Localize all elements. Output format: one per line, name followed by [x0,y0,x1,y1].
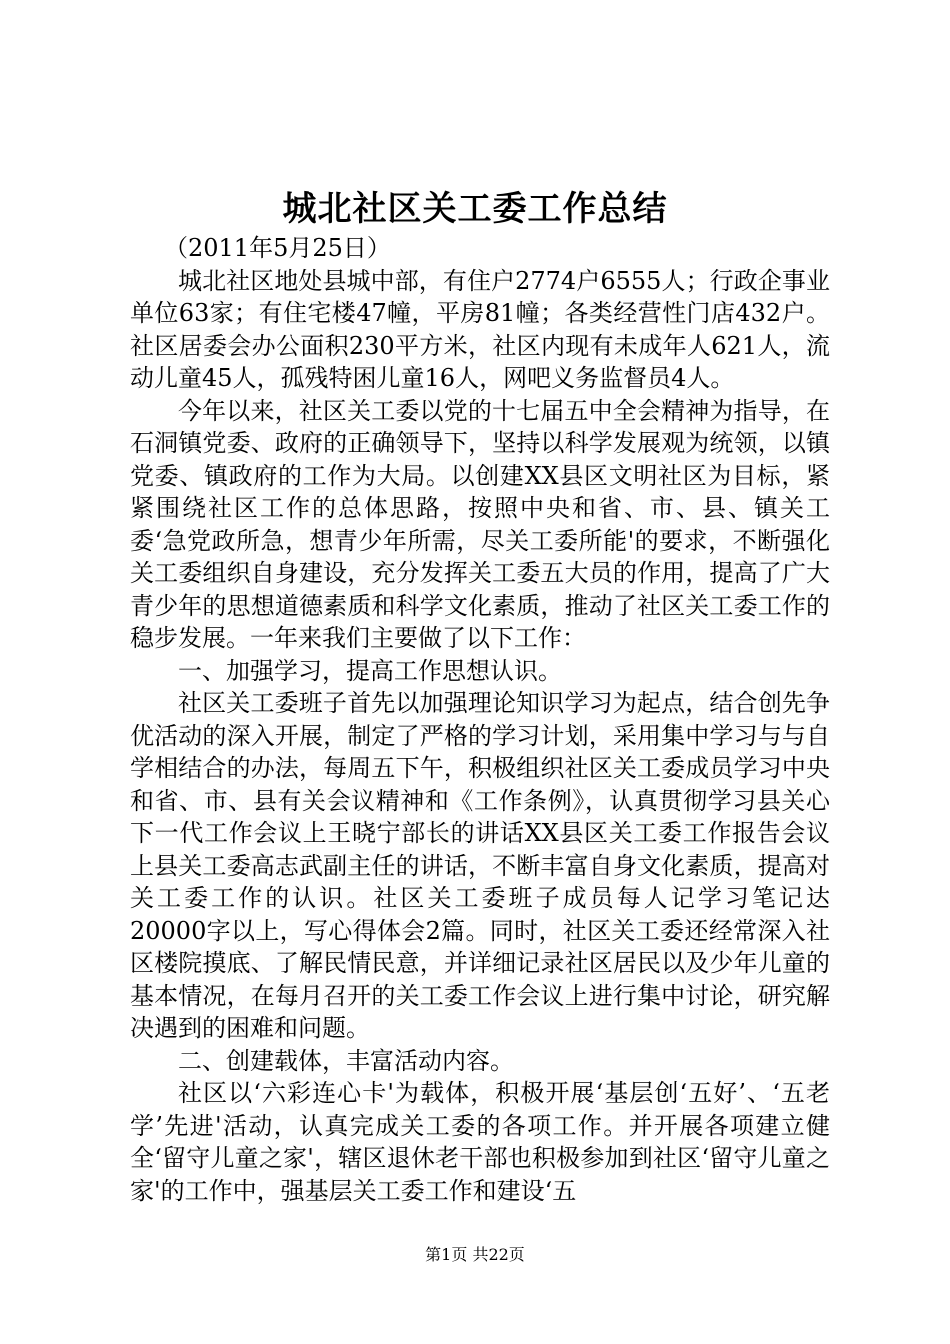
page-footer: 第1页 共22页 [425,1245,525,1264]
document-title: 城北社区关工委工作总结 [282,189,668,229]
section-heading-1: 一、加强学习，提高工作思想认识。 [178,656,562,685]
document-date: （2011年5月25日） [164,234,391,262]
paragraph-introduction: 今年以来，社区关工委以党的十七届五中全会精神为指导，在石洞镇党委、政府的正确领导下，坚持以科学发展观为统领，以镇党委、镇政府的工作为大局。以创建XX县区文明社区为目标，紧紧围绕社区工作的总体思路，按照中央和省、市、县、镇关工委‘急党政所急，想青少年所需，尽关工委所能'的要求，不断强化关工委组织自身建设，充分发挥关工委五大员的作用，提高了广大青少年的思想道德素质和科学文化素质，推动了社区关工委工作的稳步发展。一年来我们主要做了以下工作： [130,396,830,652]
section-heading-2: 二、创建载体，丰富活动内容。 [178,1046,514,1075]
paragraph-section-1: 社区关工委班子首先以加强理论知识学习为起点，结合创先争优活动的深入开展，制定了严格的学习计划，采用集中学习与与自学相结合的办法，每周五下午，积极组织社区关工委成员学习中央和省、市、县有关会议精神和《工作条例》，认真贯彻学习县关心下一代工作会议上王晓宁部长的讲话XX县区关工委工作报告会议上县关工委高志武副主任的讲话，不断丰富自身文化素质，提高对关工委工作的认识。社区关工委班子成员每人记学习笔记达20000字以上，写心得体会2篇。同时，社区关工委还经常深入社区楼院摸底、了解民情民意，并详细记录社区居民以及少年儿童的基本情况，在每月召开的关工委工作会议上进行集中讨论，研究解决遇到的困难和问题。 [130,689,830,1042]
paragraph-section-2: 社区以‘六彩连心卡'为载体，积极开展‘基层创‘五好’、‘五老学’先进'活动，认真完成关工委的各项工作。并开展各项建立健全‘留守儿童之家'，辖区退休老干部也积极参加到社区‘留守儿童之家'的工作中，强基层关工委工作和建设‘五 [130,1079,830,1205]
paragraph-community-overview: 城北社区地处县城中部，有住户2774户6555人；行政企事业单位63家；有住宅楼47幢，平房81幢；各类经营性门店432户。社区居委会办公面积230平方米，社区内现有未成年人621人，流动儿童45人，孤残特困儿童16人，网吧义务监督员4人。 [130,266,830,392]
document-body [130,232,830,1207]
